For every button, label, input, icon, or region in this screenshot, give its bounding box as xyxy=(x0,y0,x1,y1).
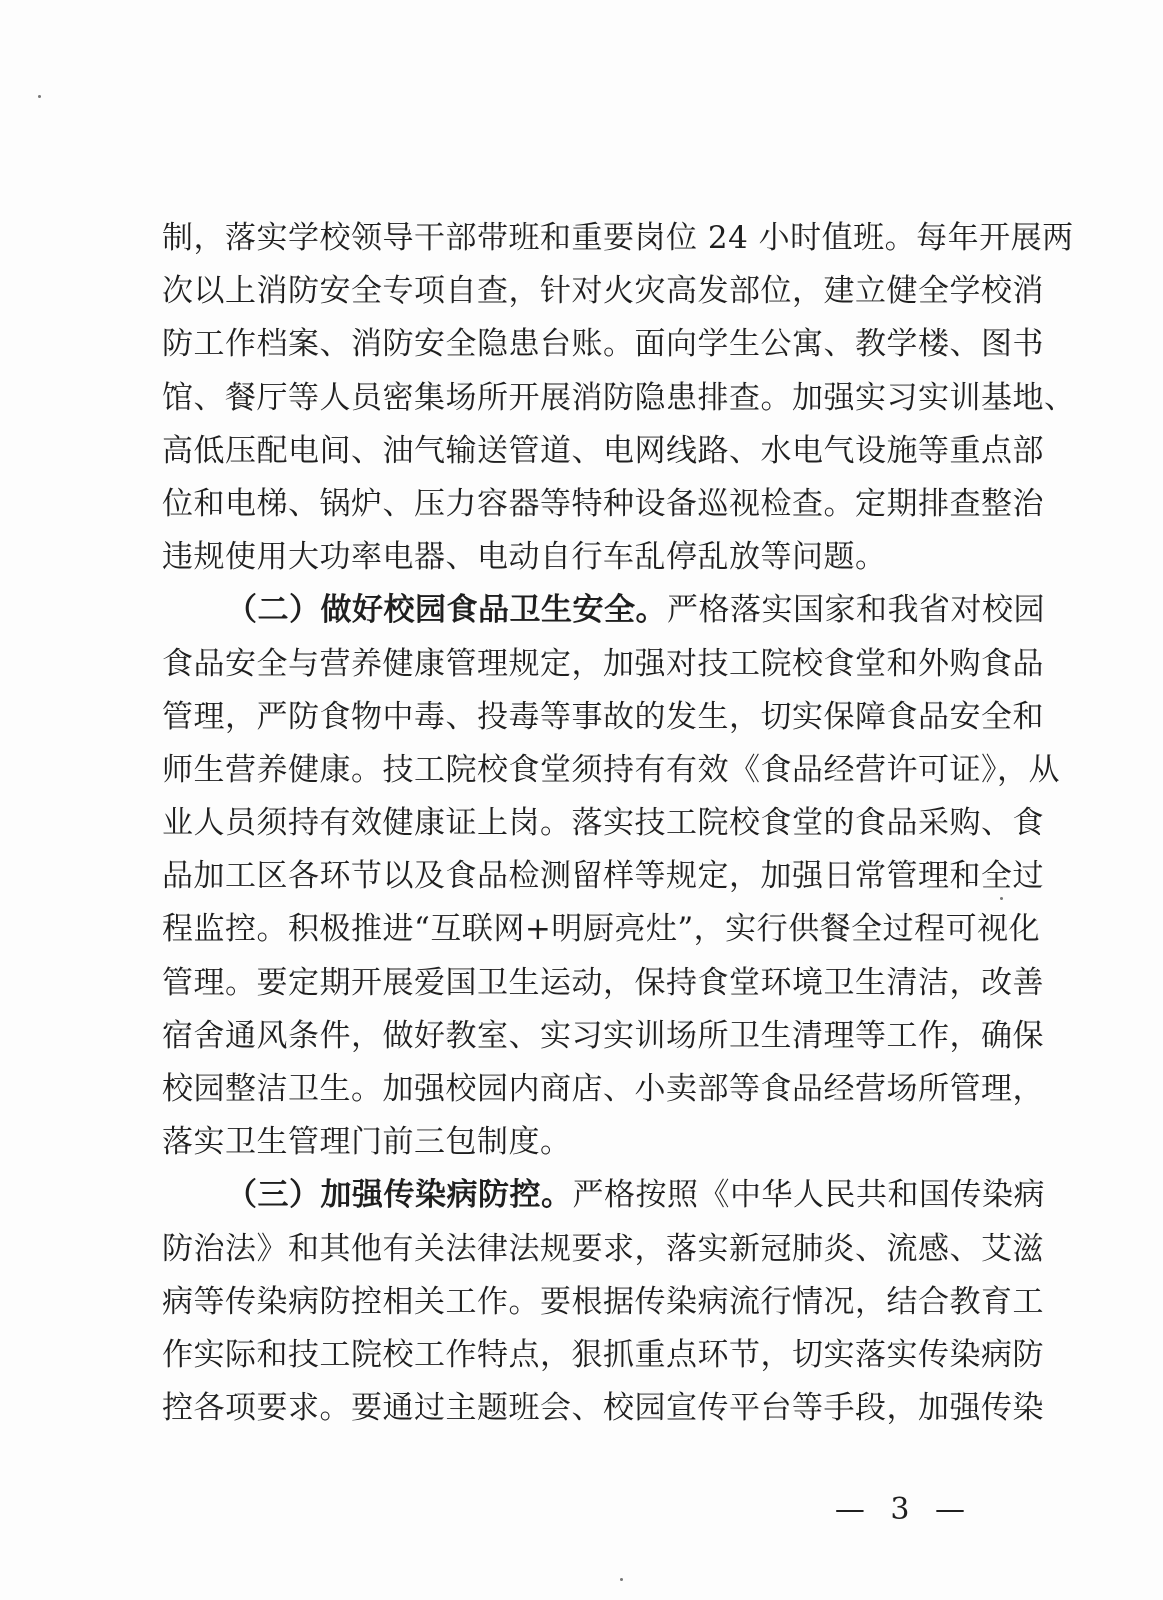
section-three-first-line-text: 严格按照《中华人民共和国传染病 xyxy=(572,1177,1045,1214)
scan-speck xyxy=(620,1578,623,1581)
section-three-heading: （三）加强传染病防控。 xyxy=(226,1177,573,1214)
text-line: 防工作档案、消防安全隐患台账。面向学生公寓、教学楼、图书 xyxy=(162,326,1044,363)
text-line: 违规使用大功率电器、电动自行车乱停乱放等问题。 xyxy=(162,539,887,576)
text-line: 校园整洁卫生。加强校园内商店、小卖部等食品经营场所管理， xyxy=(162,1071,1044,1107)
text-line: 制，落实学校领导干部带班和重要岗位 24 小时值班。每年开展两 xyxy=(162,220,1074,256)
scan-speck xyxy=(1000,897,1003,900)
text-line: 控各项要求。要通过主题班会、校园宣传平台等手段，加强传染 xyxy=(162,1390,1044,1427)
body-text xyxy=(162,212,1076,1435)
text-line: 高低压配电间、油气输送管道、电网线路、水电气设施等重点部 xyxy=(162,432,1044,469)
text-line: 防治法》和其他有关法律法规要求，落实新冠肺炎、流感、艾滋 xyxy=(162,1230,1044,1267)
text-line: 馆、餐厅等人员密集场所开展消防隐患排查。加强实习实训基地、 xyxy=(162,379,1076,416)
text-line: 病等传染病防控相关工作。要根据传染病流行情况，结合教育工 xyxy=(162,1283,1044,1320)
section-two-heading: （二）做好校园食品卫生安全。 xyxy=(226,592,667,629)
text-line: 管理。要定期开展爱国卫生运动，保持食堂环境卫生清洁，改善 xyxy=(162,964,1044,1001)
text-line: 食品安全与营养健康管理规定，加强对技工院校食堂和外购食品 xyxy=(162,645,1044,682)
text-line: 程监控。积极推进“互联网+明厨亮灶”，实行供餐全过程可视化 xyxy=(162,911,1041,948)
text-line: 作实际和技工院校工作特点，狠抓重点环节，切实落实传染病防 xyxy=(162,1336,1044,1373)
text-line: 管理，严防食物中毒、投毒等事故的发生，切实保障食品安全和 xyxy=(162,698,1044,735)
text-line: 宿舍通风条件，做好教室、实习实训场所卫生清理等工作，确保 xyxy=(162,1017,1044,1054)
text-line: 师生营养健康。技工院校食堂须持有有效《食品经营许可证》，从 xyxy=(162,751,1060,788)
section-two-first-line xyxy=(162,584,1045,637)
section-two-first-line-text: 严格落实国家和我省对校园 xyxy=(667,592,1045,629)
text-line: 次以上消防安全专项自查，针对火灾高发部位，建立健全学校消 xyxy=(162,273,1044,310)
text-line: 落实卫生管理门前三包制度。 xyxy=(162,1124,572,1161)
page-number: — 3 — xyxy=(834,1492,973,1527)
scan-speck xyxy=(38,95,41,98)
text-line: 品加工区各环节以及食品检测留样等规定，加强日常管理和全过 xyxy=(162,858,1044,895)
text-line: 业人员须持有效健康证上岗。落实技工院校食堂的食品采购、食 xyxy=(162,805,1044,842)
text-line: 位和电梯、锅炉、压力容器等特种设备巡视检查。定期排查整治 xyxy=(162,485,1044,522)
section-three-first-line xyxy=(162,1169,1045,1222)
